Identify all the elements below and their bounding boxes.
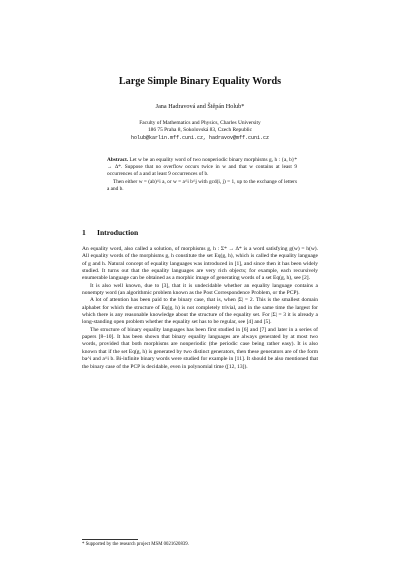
paper-title: Large Simple Binary Equality Words — [118, 76, 282, 87]
section-body — [82, 246, 318, 371]
footnote-rule — [82, 539, 138, 540]
abstract — [107, 157, 297, 193]
body-paragraph-1: An equality word, also called a solution, of morphisms g, h : Σ* → Δ* is a word satisfying g(w) = h(w). All equality words of the morphisms g, h constitute the set Eq(g, h), which is called the equality language of g and h. Natural concept of equality languages was introduced in [1], and since then it has been widely studied. It turns out that the equality languages are very rich objects; for example, each recursively enumerable language can be obtained as a morphic image of generating words of a set Eq(g, h), see [2]. — [82, 246, 318, 282]
abstract-paragraph-2: Then either w = (ab)^i a, or w = a^i b^j with gcd(i, j) = 1, up to the exchange of letters a and b. — [107, 178, 297, 192]
affiliation-line-1: Faculty of Mathematics and Physics, Charles University — [139, 120, 261, 126]
section-title: Introduction — [97, 228, 139, 237]
paper-authors: Jana Hadravová and Štěpán Holub* — [155, 103, 245, 110]
affiliation-line-2: 186 75 Praha 8, Sokolovská 83, Czech Republic — [147, 127, 253, 134]
abstract-paragraph-1 — [107, 157, 297, 179]
section-number: 1 — [82, 228, 86, 237]
body-paragraph-2: It is also well known, due to [3], that it is undecidable whether an equality language contains a nonempty word (an algorithmic problem known as the Post Correspondence Problem, or the PCP). — [82, 282, 318, 297]
abstract-text-1: Let w be an equality word of two nonperiodic binary morphisms g, h : {a, b}* → Δ*. Suppose that no overflow occurs twice in w and that w contains at least 9 occurrences of a and at least 9 occurrences of b. — [107, 157, 297, 178]
body-paragraph-3: A lot of attention has been paid to the binary case, that is, when |Σ| = 2. This is the smallest domain alphabet for which the structure of Eq(g, h) is not completely trivial, and in the same time the largest for which there is any reasonable knowledge about the structure of the equality set. For |Σ| = 3 it is already a long-standing open problem whether the equality set has to be regular, see [4] and [5]. — [82, 297, 318, 326]
author-affiliation — [0, 120, 400, 142]
section-heading — [82, 228, 138, 237]
body-paragraph-4: The structure of binary equality languages has been first studied in [6] and [7] and later in a series of papers [8–10]. It has been shown that binary equality languages are always generated by at most two words, provided that both morphisms are nonperiodic (the periodic case being rather easy). It is also known that if the set Eq(g, h) is generated by two distinct generators, then these generators are of the form ba^i and a^i b. Bi-infinite binary words were studied for example in [11]. It should be also mentioned that the binary case of the PCP is decidable, even in polynomial time ([12, 13]). — [82, 326, 318, 370]
abstract-label: Abstract. — [107, 157, 129, 163]
author-emails: holub@karlin.mff.cuni.cz, hadravov@mff.cuni.cz — [130, 134, 270, 141]
footnote: * Supported by the research project MSM 0021620839. — [82, 542, 189, 547]
